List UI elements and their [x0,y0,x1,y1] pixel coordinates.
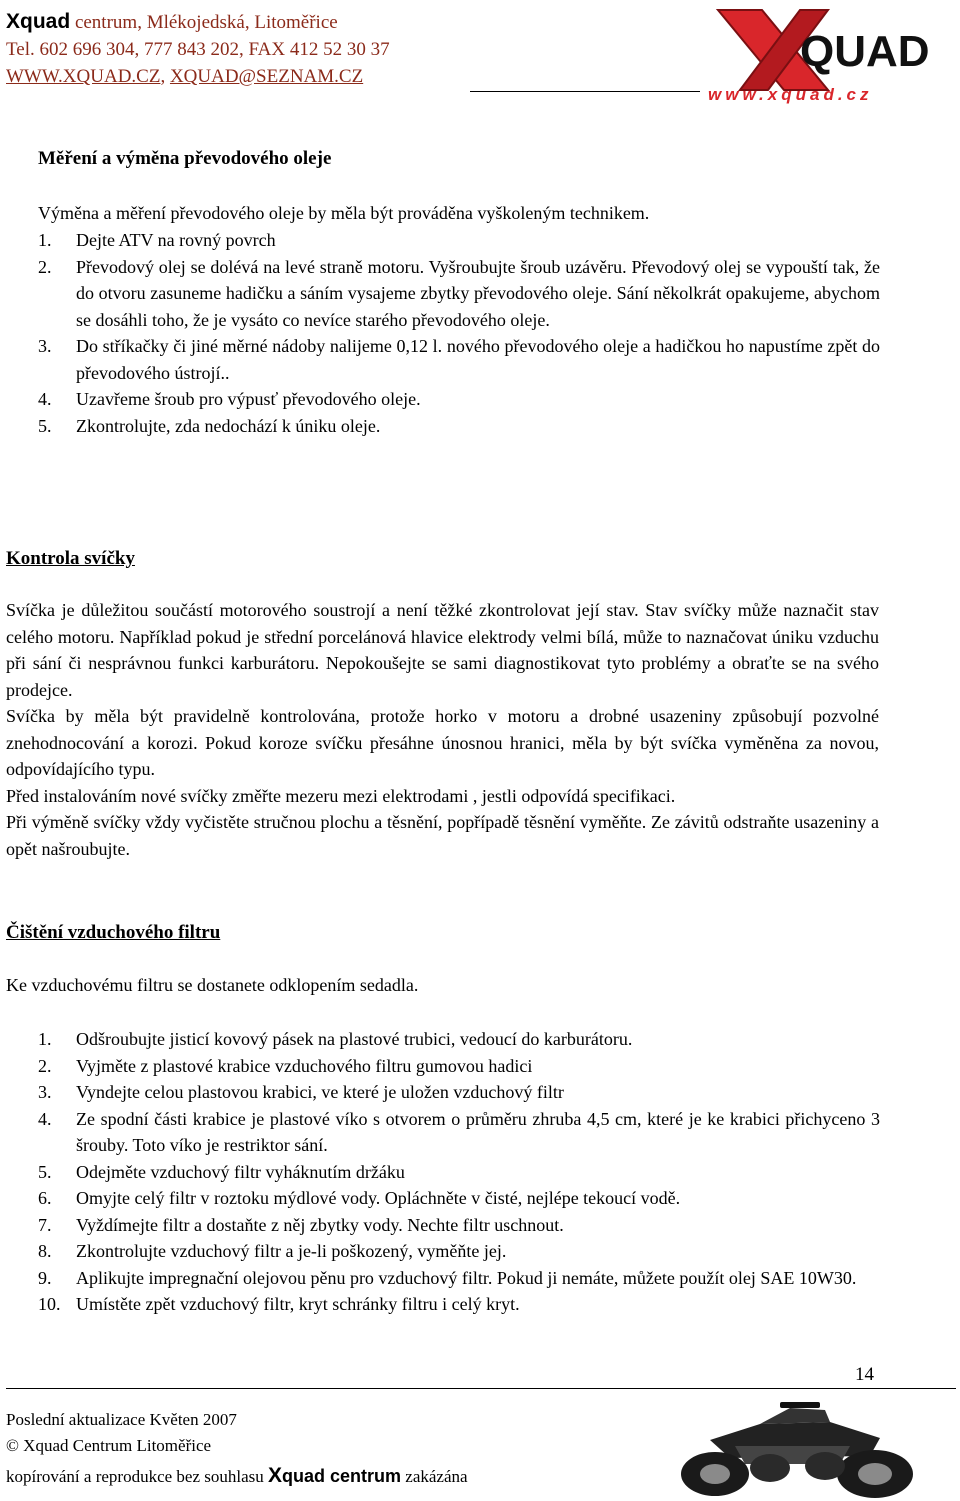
step-number: 7. [38,1214,52,1235]
list-item [38,1238,880,1265]
gear-oil-steps [38,227,880,439]
copy-brand-rest: quad centrum [282,1466,402,1486]
footer-updated: Poslední aktualizace Květen 2007 [6,1410,237,1429]
footer-copyright: © Xquad Centrum Litoměřice [6,1436,212,1455]
step-number: 3. [38,1082,52,1102]
paragraph: Při výměně svíčky vždy vyčistěte stručnou plochu a těsnění, popřípadě těsnění vyměňte. Ze závitů odstraňte usazeniny a opět našroubujte. [6,812,879,859]
letterhead [6,8,390,90]
step-text: Zkontrolujte, zda nedochází k úniku oleje. [76,415,381,436]
step-text: Do stříkačky či jiné měrné nádoby nalijeme 0,12 l. nového převodového oleje a hadičkou ho napustíme zpět do převodového ústrojí.. [76,336,880,383]
list-item [38,1265,880,1292]
step-number: 5. [38,415,52,436]
step-text: Uzavřeme šroub pro výpusť převodového oleje. [76,389,421,409]
step-text: Vyjměte z plastové krabice vzduchového filtru gumovou hadici [76,1055,533,1076]
step-text: Ze spodní části krabice je plastové víko s otvorem o průměru zhruba 4,5 cm, které je ke krabici přichyceno 3 šrouby. Toto víko je restriktor sání. [76,1108,880,1155]
air-filter-intro: Ke vzduchovému filtru se dostanete odklopením sedadla. [6,975,419,995]
footer-rule [6,1388,956,1389]
list-item [38,1106,880,1159]
section-title-gear-oil: Měření a výměna převodového oleje [38,148,332,169]
step-number: 3. [38,336,52,356]
phone-line: Tel. 602 696 304, 777 843 202, FAX 412 52 30 37 [6,39,390,60]
list-item [38,1212,880,1239]
website-link[interactable]: WWW.XQUAD.CZ [6,66,161,87]
atv-illustration [640,1394,940,1499]
footer-copy-notice [6,1464,468,1488]
brand-x: X [6,10,21,33]
list-item [38,227,880,254]
logo-quad-text: QUAD [800,27,930,76]
paragraph: Svíčka je důležitou součástí motorového soustrojí a není těžké zkontrolovat její stav. Stav svíčky může naznačit stav celého motoru. Například pokud je střední porcelánová hlavice elektrody velmi bílá, může to naznačovat úniku vzduchu při sání či nesprávnou funkci karburátoru. Nepokoušejte se sami diagnostikovat tyto problémy a obraťte se na svého prodejce. [6,600,879,700]
list-item [38,1159,880,1186]
list-item [38,1053,880,1080]
list-item [38,1185,880,1212]
step-text: Odejměte vzduchový filtr vyháknutím držáku [76,1161,405,1182]
letterhead-line-1 [6,8,390,36]
step-number: 1. [38,230,52,250]
step-number: 6. [38,1188,52,1208]
page-number: 14 [855,1364,874,1385]
step-text: Aplikujte impregnační olejovou pěnu pro vzduchový filtr. Pokud ji nemáte, můžete použít olej SAE 10W30. [76,1267,857,1288]
step-number: 5. [38,1161,52,1182]
header-rule [470,91,700,92]
list-item [38,386,880,413]
brand-quad: quad [20,10,71,33]
list-item [38,1291,880,1318]
contact-links [6,63,390,90]
spark-plug-text [6,597,879,862]
step-number: 8. [38,1241,52,1261]
list-item [38,413,880,440]
copy-brand-x: X [268,1464,283,1487]
step-number: 1. [38,1029,52,1049]
step-number: 10. [38,1294,61,1314]
logo-url-text: www.xquad.cz [708,85,873,104]
step-text: Zkontrolujte vzduchový filtr a je-li poškozený, vyměňte jej. [76,1241,507,1261]
step-number: 2. [38,1055,52,1076]
step-number: 4. [38,389,52,409]
address: centrum, Mlékojedská, Litoměřice [70,12,338,33]
step-text: Vyndejte celou plastovou krabici, ve které je uložen vzduchový filtr [76,1082,564,1102]
section-title-air-filter: Čištění vzduchového filtru [6,922,221,943]
air-filter-steps [38,1026,880,1318]
gear-oil-intro: Výměna a měření převodového oleje by měla být prováděna vyškoleným technikem. [38,203,650,223]
step-text: Umístěte zpět vzduchový filtr, kryt schránky filtru i celý kryt. [76,1294,520,1314]
copy-notice-post: zakázána [401,1467,468,1486]
list-item [38,1079,880,1106]
email-link[interactable]: XQUAD@SEZNAM.CZ [169,66,364,87]
step-text: Vyždímejte filtr a dostaňte z něj zbytky vody. Nechte filtr uschnout. [76,1214,564,1235]
paragraph: Před instalováním nové svíčky změřte mezeru mezi elektrodami , jestli odpovídá specifikaci. [6,785,676,806]
step-text: Omyjte celý filtr v roztoku mýdlové vody. Opláchněte v čisté, nejlépe tekoucí vodě. [76,1188,681,1208]
step-number: 9. [38,1267,52,1288]
step-text: Odšroubujte jisticí kovový pásek na plastové trubici, vedoucí do karburátoru. [76,1029,633,1049]
link-separator: , [160,66,170,87]
step-text: Dejte ATV na rovný povrch [76,230,276,250]
list-item [38,254,880,334]
step-number: 4. [38,1108,52,1129]
step-text: Převodový olej se dolévá na levé straně motoru. Vyšroubujte šroub uzávěru. Převodový olej se vypouští tak, že do otvoru zasuneme hadičku a sáním vysajeme zbytky převodového oleje. Sání několkrát opakujeme, abychom se dosáhli toho, že je vysáto co nevíce starého převodového oleje. [76,256,880,330]
xquad-logo [700,4,956,104]
step-number: 2. [38,256,52,277]
list-item [38,1026,880,1053]
section-title-spark-plug: Kontrola svíčky [6,548,135,569]
paragraph: Svíčka by měla být pravidelně kontrolována, protože horko v motoru a drobné usazeniny způsobují pozvolné znehodnocování a korozi. Pokud koroze svíčku přesáhne únosnou hranici, měla by být svíčka vyměněna za novou, odpovídajícího typu. [6,706,879,779]
list-item [38,333,880,386]
copy-notice-pre: kopírování a reprodukce bez souhlasu [6,1467,268,1486]
